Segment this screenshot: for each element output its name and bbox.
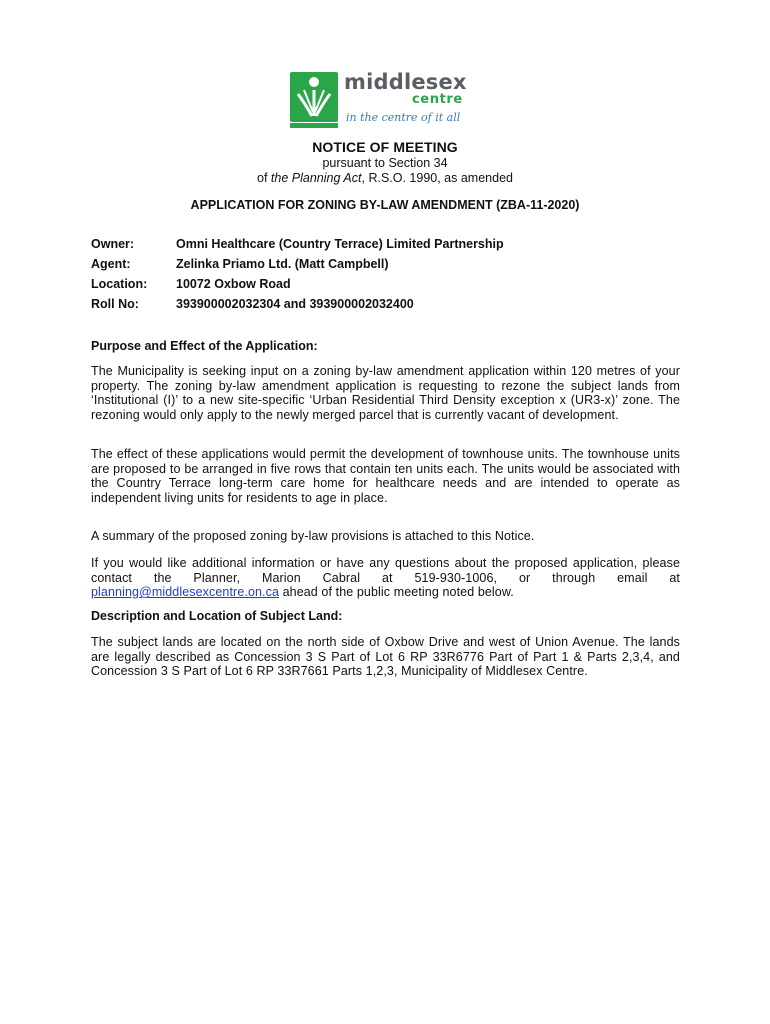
purpose-paragraph-1: The Municipality is seeking input on a zoning by-law amendment application within 120 metres of your property. The zoning by-law amendment application is requesting to rezone the subject lands from ‘Institutional (I)’ to a new site-specific ‘Urban Residential Third Density exception x (UR3-x)’ zone. The rezoning would only apply to the newly merged parcel that is currently vacant of development. <box>91 364 680 422</box>
description-paragraph: The subject lands are located on the north side of Oxbow Drive and west of Union Avenue. The lands are legally described as Concession 3 S Part of Lot 6 RP 33R6776 Part of Part 1 & Parts 2,3,4, and Concession 3 S Part of Lot 6 RP 33R7661 Parts 1,2,3, Municipality of Middlesex Centre. <box>91 635 680 679</box>
notice-subtitle-line1: pursuant to Section 34 <box>322 156 448 170</box>
purpose-paragraph-3: A summary of the proposed zoning by-law provisions is attached to this Notice. <box>91 529 535 543</box>
location-value: 10072 Oxbow Road <box>176 277 291 291</box>
logo-subname: centre <box>412 92 463 107</box>
roll-label: Roll No: <box>91 297 139 311</box>
logo-name: middlesex <box>344 70 467 94</box>
roll-value: 393900002032304 and 393900002032400 <box>176 297 414 311</box>
subtitle-suffix: , R.S.O. 1990, as amended <box>361 171 513 185</box>
logo-tagline: in the centre of it all <box>346 111 461 124</box>
purpose-heading: Purpose and Effect of the Application: <box>91 339 318 353</box>
purpose-paragraph-2: The effect of these applications would permit the development of townhouse units. The townhouse units are proposed to be arranged in five rows that contain ten units each. The units would be associated with the Country Terrace long-term care home for healthcare needs and are intended to operate as independent living units for residents to age in place. <box>91 447 680 505</box>
notice-subtitle-line2 <box>0 171 770 186</box>
owner-label: Owner: <box>91 237 135 251</box>
agent-label: Agent: <box>91 257 131 271</box>
notice-title: NOTICE OF MEETING <box>312 139 458 155</box>
owner-value: Omni Healthcare (Country Terrace) Limited Partnership <box>176 237 504 251</box>
municipality-logo <box>290 72 490 130</box>
agent-value: Zelinka Priamo Ltd. (Matt Campbell) <box>176 257 389 271</box>
location-label: Location: <box>91 277 148 291</box>
description-heading: Description and Location of Subject Land: <box>91 609 343 623</box>
contact-text-end: ahead of the public meeting noted below. <box>279 585 514 600</box>
planning-act-title: the Planning Act <box>270 171 362 185</box>
application-heading: APPLICATION FOR ZONING BY-LAW AMENDMENT (ZBA-11-2020) <box>190 198 580 212</box>
contact-text: If you would like additional information or have any questions about the proposed application, please contact the Planner, Marion Cabral at 519-930-1006, or through email at <box>91 556 680 585</box>
email-link[interactable]: planning@middlesexcentre.on.ca <box>91 585 280 600</box>
leaf-emblem-icon <box>290 72 338 128</box>
purpose-paragraph-4 <box>91 556 680 600</box>
subtitle-prefix: of <box>257 171 271 185</box>
